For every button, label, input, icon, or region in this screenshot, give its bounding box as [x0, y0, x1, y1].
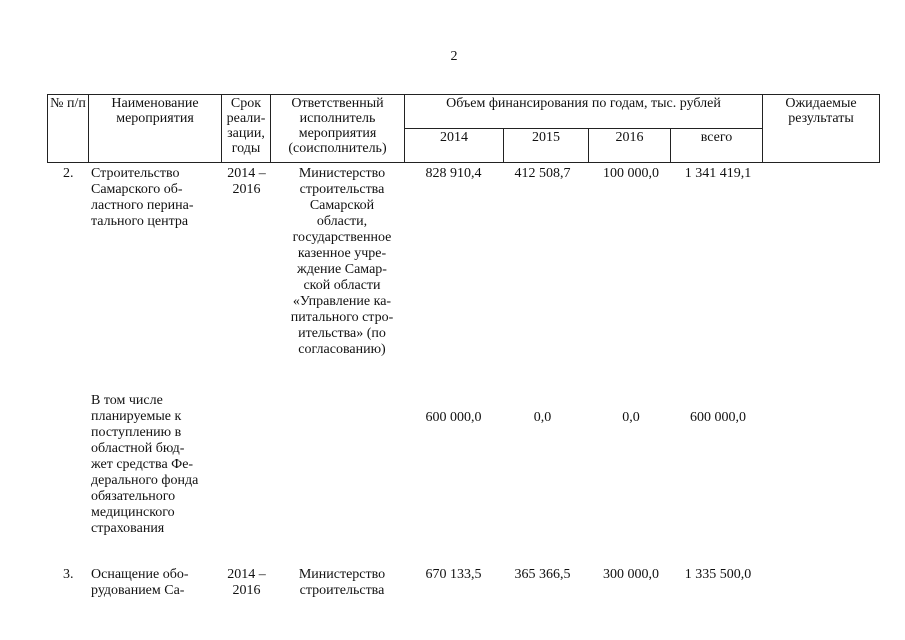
header-term: Срок реали-зации, годы [222, 95, 271, 163]
value-2015: 412 508,7 [514, 166, 571, 181]
page-number: 2 [450, 49, 458, 64]
row-number: 2. [63, 166, 74, 181]
value-2014: 828 910,4 [425, 166, 482, 181]
header-results: Ожидаемые результаты [763, 95, 880, 163]
value-2015: 0,0 [533, 410, 552, 425]
row-executor: Министерство строительства [298, 567, 386, 598]
header-total: всего [671, 129, 763, 163]
value-2016: 0,0 [622, 410, 640, 425]
row-name: Строительство Самарского об- ластного перина- тального центра [91, 166, 194, 229]
header-no: № п/п [48, 95, 89, 163]
value-total: 600 000,0 [690, 410, 746, 425]
row-term: 2014 – 2016 [227, 567, 266, 598]
row-name: В том числе планируемые к поступлению в областной бюд- жет средства Фе- дерального фонда обязательного медицинского страхования [91, 393, 199, 536]
header-year-2016: 2016 [589, 129, 671, 163]
row-term: 2014 – 2016 [227, 166, 266, 197]
header-year-2015: 2015 [504, 129, 589, 163]
value-total: 1 335 500,0 [684, 567, 752, 582]
value-2016: 100 000,0 [603, 166, 659, 181]
value-2014: 600 000,0 [425, 410, 482, 425]
value-total: 1 341 419,1 [684, 166, 752, 181]
row-executor: Министерство строительства Самарской области, государственное казенное учре- ждение Самар- ской области «Управление ка- питального стро- ительства» (по согласованию) [290, 166, 394, 357]
header-executor: Ответственный исполнитель мероприятия (соисполнитель) [271, 95, 405, 163]
row-name: Оснащение обо- рудованием Са- [91, 567, 189, 598]
header-funding: Объем финансирования по годам, тыс. рублей [405, 95, 763, 129]
value-2016: 300 000,0 [603, 567, 659, 582]
row-number: 3. [63, 567, 74, 582]
value-2015: 365 366,5 [514, 567, 571, 582]
value-2014: 670 133,5 [425, 567, 482, 582]
table-header [47, 94, 880, 163]
header-year-2014: 2014 [405, 129, 504, 163]
header-name: Наименование мероприятия [89, 95, 222, 163]
